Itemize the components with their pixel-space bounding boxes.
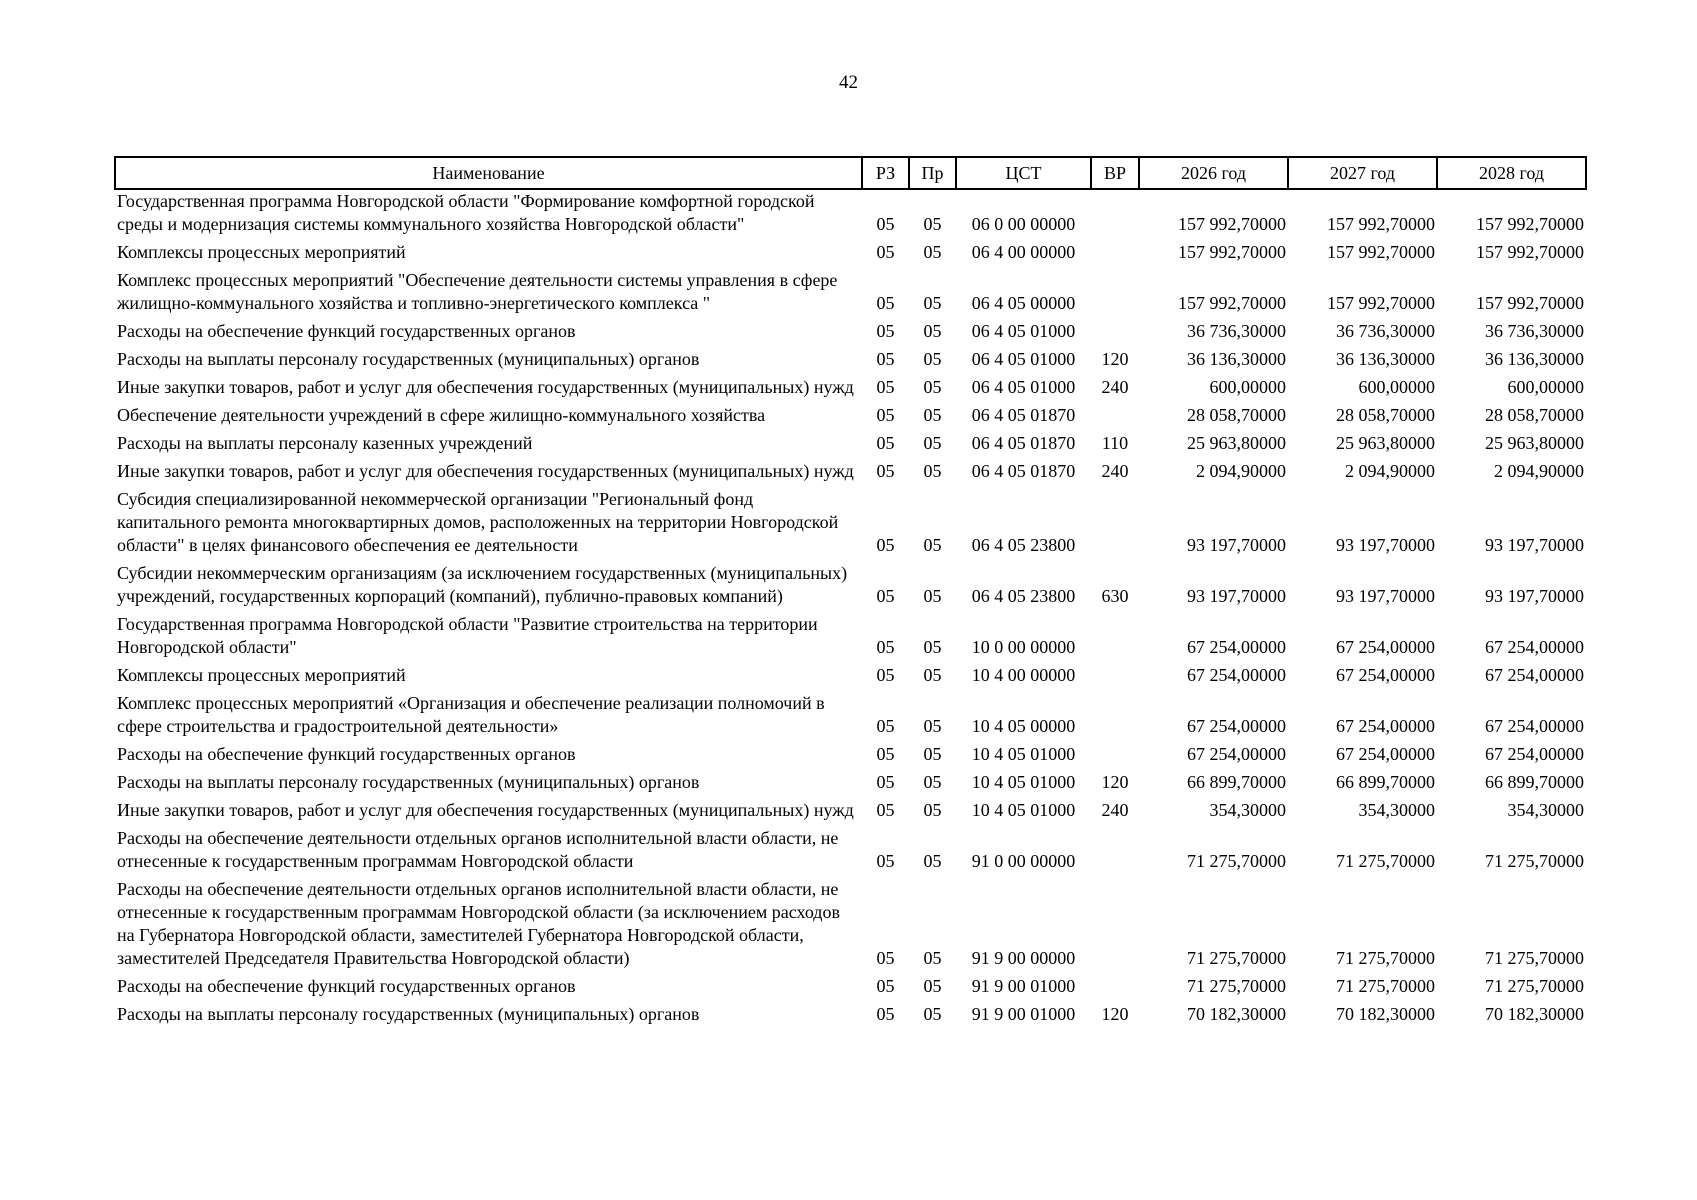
row-cst: 10 4 05 00000: [971, 716, 1076, 736]
table-row: [115, 1003, 1586, 1031]
row-name: Субсидия специализированной некоммерческой организации "Региональный фонд капитального ремонта многоквартирных домов, расположенных на территории Новгородской области" в целях финансового обеспечения ее деятельности: [117, 489, 839, 555]
row-pr: 05: [923, 665, 942, 685]
row-2026: 25 963,80000: [1187, 433, 1286, 453]
header-2028: 2028 год: [1437, 157, 1586, 189]
row-2026: 70 182,30000: [1187, 1004, 1286, 1024]
row-pr: 05: [923, 637, 942, 657]
row-pr: 05: [923, 772, 942, 792]
row-pr: 05: [923, 948, 942, 968]
row-2028: 67 254,00000: [1485, 637, 1584, 657]
row-name: Расходы на обеспечение деятельности отдельных органов исполнительной власти области, не отнесенные к государственным программам Новгородской области: [117, 828, 839, 871]
row-pr: 05: [923, 349, 942, 369]
row-rz: 05: [876, 433, 895, 453]
row-cst: 10 4 05 01000: [971, 744, 1076, 764]
row-vr: 240: [1101, 461, 1129, 481]
row-pr: 05: [923, 405, 942, 425]
row-2028: 157 992,70000: [1476, 293, 1584, 313]
row-2027: 67 254,00000: [1336, 744, 1435, 764]
row-vr: 630: [1101, 586, 1129, 606]
row-name: Расходы на обеспечение деятельности отдельных органов исполнительной власти области, не отнесенные к государственным программам Новгородской области (за исключением расходов на Губернатора Новгородской области, заместителей Губернатора Новгородской области, заместителей Председателя Правительства Новгородской области): [117, 879, 840, 968]
row-2026: 67 254,00000: [1187, 716, 1286, 736]
row-name: Расходы на выплаты персоналу государственных (муниципальных) органов: [117, 349, 700, 369]
row-2027: 66 899,70000: [1336, 772, 1435, 792]
row-cst: 10 4 05 01000: [971, 772, 1076, 792]
table-row: [115, 189, 1586, 241]
row-name: Государственная программа Новгородской области "Развитие строительства на территории Новгородской области": [117, 614, 818, 657]
row-vr: 120: [1101, 349, 1129, 369]
row-2028: 157 992,70000: [1476, 214, 1584, 234]
row-2027: 93 197,70000: [1336, 586, 1435, 606]
row-rz: 05: [876, 665, 895, 685]
table-body: [115, 189, 1586, 1031]
row-name: Комплекс процессных мероприятий «Организация и обеспечение реализации полномочий в сфере строительства и градостроительной деятельности»: [117, 693, 825, 736]
row-rz: 05: [876, 800, 895, 820]
row-2028: 71 275,70000: [1485, 976, 1584, 996]
row-cst: 06 4 05 00000: [971, 293, 1076, 313]
row-name: Комплекс процессных мероприятий "Обеспечение деятельности системы управления в сфере жилищно-коммунального хозяйства и топливно-энергетического комплекса ": [117, 270, 838, 313]
row-vr: [1091, 878, 1139, 975]
row-pr: 05: [923, 535, 942, 555]
row-2028: 71 275,70000: [1485, 948, 1584, 968]
row-2027: 71 275,70000: [1336, 948, 1435, 968]
row-rz: 05: [876, 637, 895, 657]
row-cst: 06 4 05 01000: [971, 349, 1076, 369]
row-2027: 71 275,70000: [1336, 976, 1435, 996]
row-name: Расходы на обеспечение функций государственных органов: [117, 321, 576, 341]
table-header: [115, 157, 1586, 189]
row-2027: 2 094,90000: [1345, 461, 1435, 481]
table-row: [115, 613, 1586, 664]
row-pr: 05: [923, 800, 942, 820]
row-2026: 157 992,70000: [1178, 242, 1286, 262]
row-name: Расходы на обеспечение функций государственных органов: [117, 744, 576, 764]
row-2028: 354,30000: [1507, 800, 1584, 820]
table-row: [115, 432, 1586, 460]
row-cst: 06 4 05 01870: [971, 461, 1076, 481]
row-rz: 05: [876, 377, 895, 397]
row-2028: 36 736,30000: [1485, 321, 1584, 341]
table-row: [115, 771, 1586, 799]
row-name: Иные закупки товаров, работ и услуг для обеспечения государственных (муниципальных) нужд: [117, 377, 854, 397]
row-2027: 67 254,00000: [1336, 637, 1435, 657]
row-name: Расходы на выплаты персоналу государственных (муниципальных) органов: [117, 1004, 700, 1024]
row-2028: 67 254,00000: [1485, 665, 1584, 685]
row-vr: [1091, 269, 1139, 320]
table-row: [115, 241, 1586, 269]
row-cst: 10 4 05 01000: [971, 800, 1076, 820]
row-2026: 2 094,90000: [1196, 461, 1286, 481]
table-row: [115, 975, 1586, 1003]
row-name: Расходы на выплаты персоналу государственных (муниципальных) органов: [117, 772, 700, 792]
row-name: Обеспечение деятельности учреждений в сфере жилищно-коммунального хозяйства: [117, 405, 766, 425]
header-2026: 2026 год: [1139, 157, 1288, 189]
row-rz: 05: [876, 744, 895, 764]
row-2027: 67 254,00000: [1336, 665, 1435, 685]
row-2026: 71 275,70000: [1187, 948, 1286, 968]
row-2028: 600,00000: [1507, 377, 1584, 397]
row-rz: 05: [876, 349, 895, 369]
row-2026: 157 992,70000: [1178, 293, 1286, 313]
row-cst: 06 4 05 01870: [971, 405, 1076, 425]
row-2028: 67 254,00000: [1485, 744, 1584, 764]
row-2028: 36 136,30000: [1485, 349, 1584, 369]
header-cst: ЦСТ: [956, 157, 1091, 189]
row-cst: 10 0 00 00000: [971, 637, 1076, 657]
row-2026: 157 992,70000: [1178, 214, 1286, 234]
row-2026: 71 275,70000: [1187, 976, 1286, 996]
row-rz: 05: [876, 772, 895, 792]
row-pr: 05: [923, 242, 942, 262]
row-pr: 05: [923, 293, 942, 313]
row-cst: 91 9 00 01000: [971, 976, 1076, 996]
row-2028: 25 963,80000: [1485, 433, 1584, 453]
row-2028: 66 899,70000: [1485, 772, 1584, 792]
row-2028: 28 058,70000: [1485, 405, 1584, 425]
row-2027: 157 992,70000: [1327, 293, 1435, 313]
row-vr: [1091, 613, 1139, 664]
row-vr: [1091, 488, 1139, 562]
row-cst: 91 9 00 00000: [971, 948, 1076, 968]
row-vr: [1091, 692, 1139, 743]
row-cst: 06 4 00 00000: [971, 242, 1076, 262]
table-row: [115, 488, 1586, 562]
table-row: [115, 827, 1586, 878]
row-2028: 67 254,00000: [1485, 716, 1584, 736]
row-cst: 91 9 00 01000: [971, 1004, 1076, 1024]
row-vr: [1091, 975, 1139, 1003]
row-2026: 67 254,00000: [1187, 637, 1286, 657]
row-vr: 240: [1101, 377, 1129, 397]
row-name: Расходы на обеспечение функций государственных органов: [117, 976, 576, 996]
row-rz: 05: [876, 461, 895, 481]
row-pr: 05: [923, 744, 942, 764]
page-number: 42: [839, 72, 858, 93]
row-rz: 05: [876, 851, 895, 871]
row-pr: 05: [923, 214, 942, 234]
row-pr: 05: [923, 976, 942, 996]
row-2028: 93 197,70000: [1485, 586, 1584, 606]
row-vr: [1091, 404, 1139, 432]
row-2027: 36 136,30000: [1336, 349, 1435, 369]
row-rz: 05: [876, 716, 895, 736]
row-pr: 05: [923, 461, 942, 481]
row-2026: 93 197,70000: [1187, 586, 1286, 606]
row-vr: 240: [1101, 800, 1129, 820]
budget-table: [114, 156, 1587, 1031]
row-2026: 36 136,30000: [1187, 349, 1286, 369]
row-2026: 28 058,70000: [1187, 405, 1286, 425]
row-2026: 36 736,30000: [1187, 321, 1286, 341]
row-name: Иные закупки товаров, работ и услуг для обеспечения государственных (муниципальных) нужд: [117, 461, 854, 481]
row-2026: 354,30000: [1209, 800, 1286, 820]
row-cst: 06 4 05 01870: [971, 433, 1076, 453]
row-2027: 93 197,70000: [1336, 535, 1435, 555]
row-vr: [1091, 189, 1139, 241]
table-row: [115, 878, 1586, 975]
row-2028: 71 275,70000: [1485, 851, 1584, 871]
row-2026: 67 254,00000: [1187, 744, 1286, 764]
table-row: [115, 376, 1586, 404]
row-pr: 05: [923, 586, 942, 606]
table-row: [115, 348, 1586, 376]
row-pr: 05: [923, 433, 942, 453]
row-pr: 05: [923, 851, 942, 871]
row-name: Комплексы процессных мероприятий: [117, 665, 406, 685]
row-rz: 05: [876, 242, 895, 262]
row-cst: 91 0 00 00000: [971, 851, 1076, 871]
row-2026: 93 197,70000: [1187, 535, 1286, 555]
row-2027: 36 736,30000: [1336, 321, 1435, 341]
row-2028: 93 197,70000: [1485, 535, 1584, 555]
header-pr: Пр: [909, 157, 956, 189]
row-rz: 05: [876, 586, 895, 606]
row-name: Комплексы процессных мероприятий: [117, 242, 406, 262]
row-2028: 70 182,30000: [1485, 1004, 1584, 1024]
row-rz: 05: [876, 405, 895, 425]
row-2027: 67 254,00000: [1336, 716, 1435, 736]
row-vr: [1091, 664, 1139, 692]
row-pr: 05: [923, 321, 942, 341]
table-row: [115, 743, 1586, 771]
row-rz: 05: [876, 948, 895, 968]
row-rz: 05: [876, 976, 895, 996]
row-2027: 70 182,30000: [1336, 1004, 1435, 1024]
row-cst: 10 4 00 00000: [971, 665, 1076, 685]
row-2026: 600,00000: [1209, 377, 1286, 397]
row-vr: 120: [1101, 772, 1129, 792]
row-rz: 05: [876, 1004, 895, 1024]
row-name: Государственная программа Новгородской области "Формирование комфортной городской среды и модернизация системы коммунального хозяйства Новгородской области": [117, 191, 815, 234]
row-name: Иные закупки товаров, работ и услуг для обеспечения государственных (муниципальных) нужд: [117, 800, 854, 820]
row-2027: 600,00000: [1358, 377, 1435, 397]
row-vr: 120: [1101, 1004, 1129, 1024]
row-name: Субсидии некоммерческим организациям (за исключением государственных (муниципальных) учреждений, государственных корпораций (компаний), публично-правовых компаний): [117, 563, 848, 606]
table-row: [115, 404, 1586, 432]
row-vr: [1091, 320, 1139, 348]
table-row: [115, 460, 1586, 488]
row-2026: 66 899,70000: [1187, 772, 1286, 792]
row-vr: [1091, 743, 1139, 771]
row-pr: 05: [923, 716, 942, 736]
table-row: [115, 562, 1586, 613]
table-row: [115, 692, 1586, 743]
row-vr: 110: [1101, 433, 1129, 453]
header-name: Наименование: [115, 157, 862, 189]
row-cst: 06 4 05 23800: [971, 535, 1076, 555]
table-row: [115, 664, 1586, 692]
row-cst: 06 4 05 23800: [971, 586, 1076, 606]
row-2028: 157 992,70000: [1476, 242, 1584, 262]
row-cst: 06 0 00 00000: [971, 214, 1076, 234]
table-row: [115, 320, 1586, 348]
row-2028: 2 094,90000: [1494, 461, 1584, 481]
header-2027: 2027 год: [1288, 157, 1437, 189]
header-rz: РЗ: [862, 157, 909, 189]
row-vr: [1091, 827, 1139, 878]
row-pr: 05: [923, 1004, 942, 1024]
row-2027: 25 963,80000: [1336, 433, 1435, 453]
row-2027: 28 058,70000: [1336, 405, 1435, 425]
table-row: [115, 799, 1586, 827]
row-2027: 157 992,70000: [1327, 242, 1435, 262]
row-2027: 71 275,70000: [1336, 851, 1435, 871]
row-cst: 06 4 05 01000: [971, 321, 1076, 341]
row-rz: 05: [876, 293, 895, 313]
row-name: Расходы на выплаты персоналу казенных учреждений: [117, 433, 533, 453]
row-rz: 05: [876, 321, 895, 341]
row-pr: 05: [923, 377, 942, 397]
row-cst: 06 4 05 01000: [971, 377, 1076, 397]
row-rz: 05: [876, 214, 895, 234]
row-2027: 157 992,70000: [1327, 214, 1435, 234]
header-vr: ВР: [1091, 157, 1139, 189]
table-row: [115, 269, 1586, 320]
row-2027: 354,30000: [1358, 800, 1435, 820]
row-2026: 71 275,70000: [1187, 851, 1286, 871]
row-rz: 05: [876, 535, 895, 555]
row-vr: [1091, 241, 1139, 269]
row-2026: 67 254,00000: [1187, 665, 1286, 685]
